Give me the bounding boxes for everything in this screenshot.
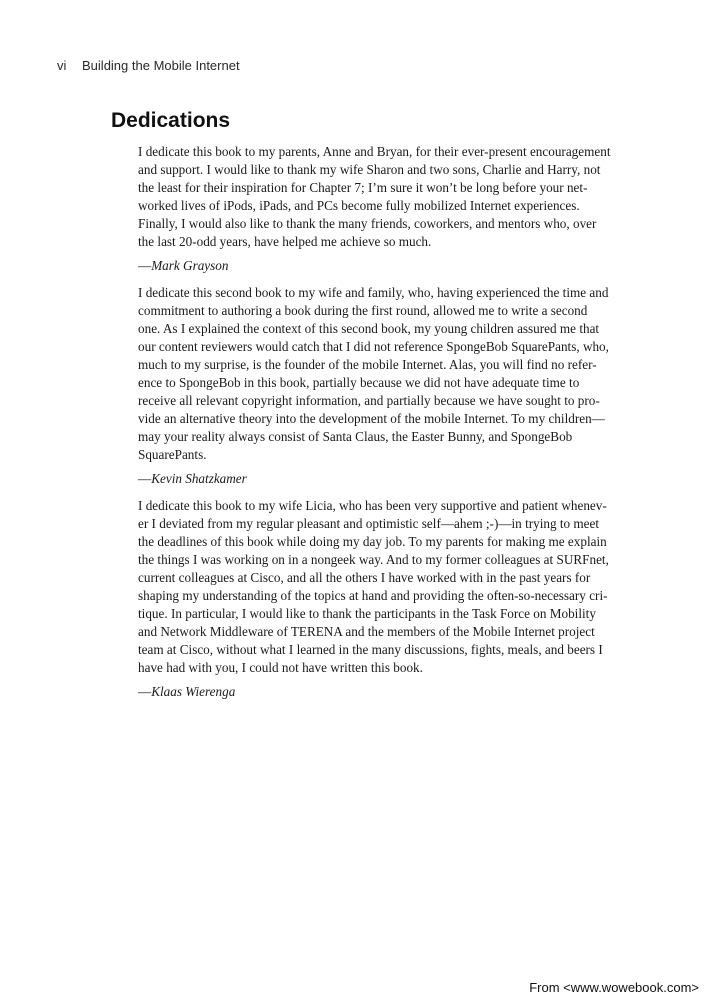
signature-name: Klaas Wierenga [151, 684, 236, 699]
text-line: the last 20-odd years, have helped me achieve so much. [138, 234, 432, 249]
signature [138, 257, 664, 275]
text-line: tique. In particular, I would like to thank the participants in the Task Force on Mobility [138, 606, 596, 621]
text-line: one. As I explained the context of this second book, my young children assured me that [138, 321, 600, 336]
dedication-klaas-wierenga [138, 497, 664, 701]
text-line: and Network Middleware of TERENA and the members of the Mobile Internet project [138, 624, 595, 639]
section-title: Dedications [111, 109, 231, 132]
text-line: worked lives of iPods, iPads, and PCs become fully mobilized Internet experiences. [138, 198, 580, 213]
text-line: the things I was working on in a nongeek way. And to my former colleagues at SURFnet, [138, 552, 609, 567]
text-line: SquarePants. [138, 447, 207, 462]
source-footer: From <www.wowebook.com> [529, 980, 699, 995]
text-line: Finally, I would also like to thank the many friends, coworkers, and mentors who, over [138, 216, 597, 231]
text-line: vide an alternative theory into the development of the mobile Internet. To my children— [138, 411, 605, 426]
text-line: the least for their inspiration for Chapter 7; I’m sure it won’t be long before your net- [138, 180, 588, 195]
signature-dash: — [138, 684, 152, 699]
text-line: may your reality always consist of Santa Claus, the Easter Bunny, and SpongeBob [138, 429, 573, 444]
dedication-kevin-shatzkamer [138, 284, 664, 488]
text-line: much to my surprise, is the founder of the mobile Internet. Alas, you will find no refer- [138, 357, 597, 372]
dedication-paragraph [138, 497, 664, 677]
text-line: I dedicate this book to my parents, Anne and Bryan, for their ever-present encouragement [138, 144, 611, 159]
signature [138, 683, 664, 701]
text-line: team at Cisco, without what I learned in the many discussions, fights, meals, and beers I [138, 642, 603, 657]
dedications-body [138, 143, 664, 710]
text-line: I dedicate this book to my wife Licia, who has been very supportive and patient whenev- [138, 498, 607, 513]
text-line: our content reviewers would catch that I did not reference SpongeBob SquarePants, who, [138, 339, 609, 354]
text-line: current colleagues at Cisco, and all the others I have worked with in the past years for [138, 570, 591, 585]
dedication-mark-grayson [138, 143, 664, 275]
page-number: vi [57, 58, 67, 73]
book-title: Building the Mobile Internet [82, 58, 240, 73]
text-line: shaping my understanding of the topics at hand and providing the often-so-necessary cri- [138, 588, 608, 603]
signature-dash: — [138, 258, 152, 273]
text-line: the deadlines of this book while doing my day job. To my parents for making me explain [138, 534, 607, 549]
text-line: er I deviated from my regular pleasant and optimistic self—ahem ;-)—in trying to meet [138, 516, 600, 531]
text-line: have had with you, I could not have written this book. [138, 660, 423, 675]
signature-dash: — [138, 471, 152, 486]
dedication-paragraph [138, 143, 664, 251]
signature [138, 470, 664, 488]
signature-name: Kevin Shatzkamer [151, 471, 247, 486]
signature-name: Mark Grayson [151, 258, 229, 273]
running-head [57, 58, 240, 73]
text-line: commitment to authoring a book during the first round, allowed me to write a second [138, 303, 588, 318]
text-line: ence to SpongeBob in this book, partially because we did not have adequate time to [138, 375, 580, 390]
dedication-paragraph [138, 284, 664, 464]
text-line: I dedicate this second book to my wife and family, who, having experienced the time and [138, 285, 609, 300]
text-line: and support. I would like to thank my wife Sharon and two sons, Charlie and Harry, not [138, 162, 601, 177]
text-line: receive all relevant copyright information, and partially because we have sought to pro- [138, 393, 600, 408]
